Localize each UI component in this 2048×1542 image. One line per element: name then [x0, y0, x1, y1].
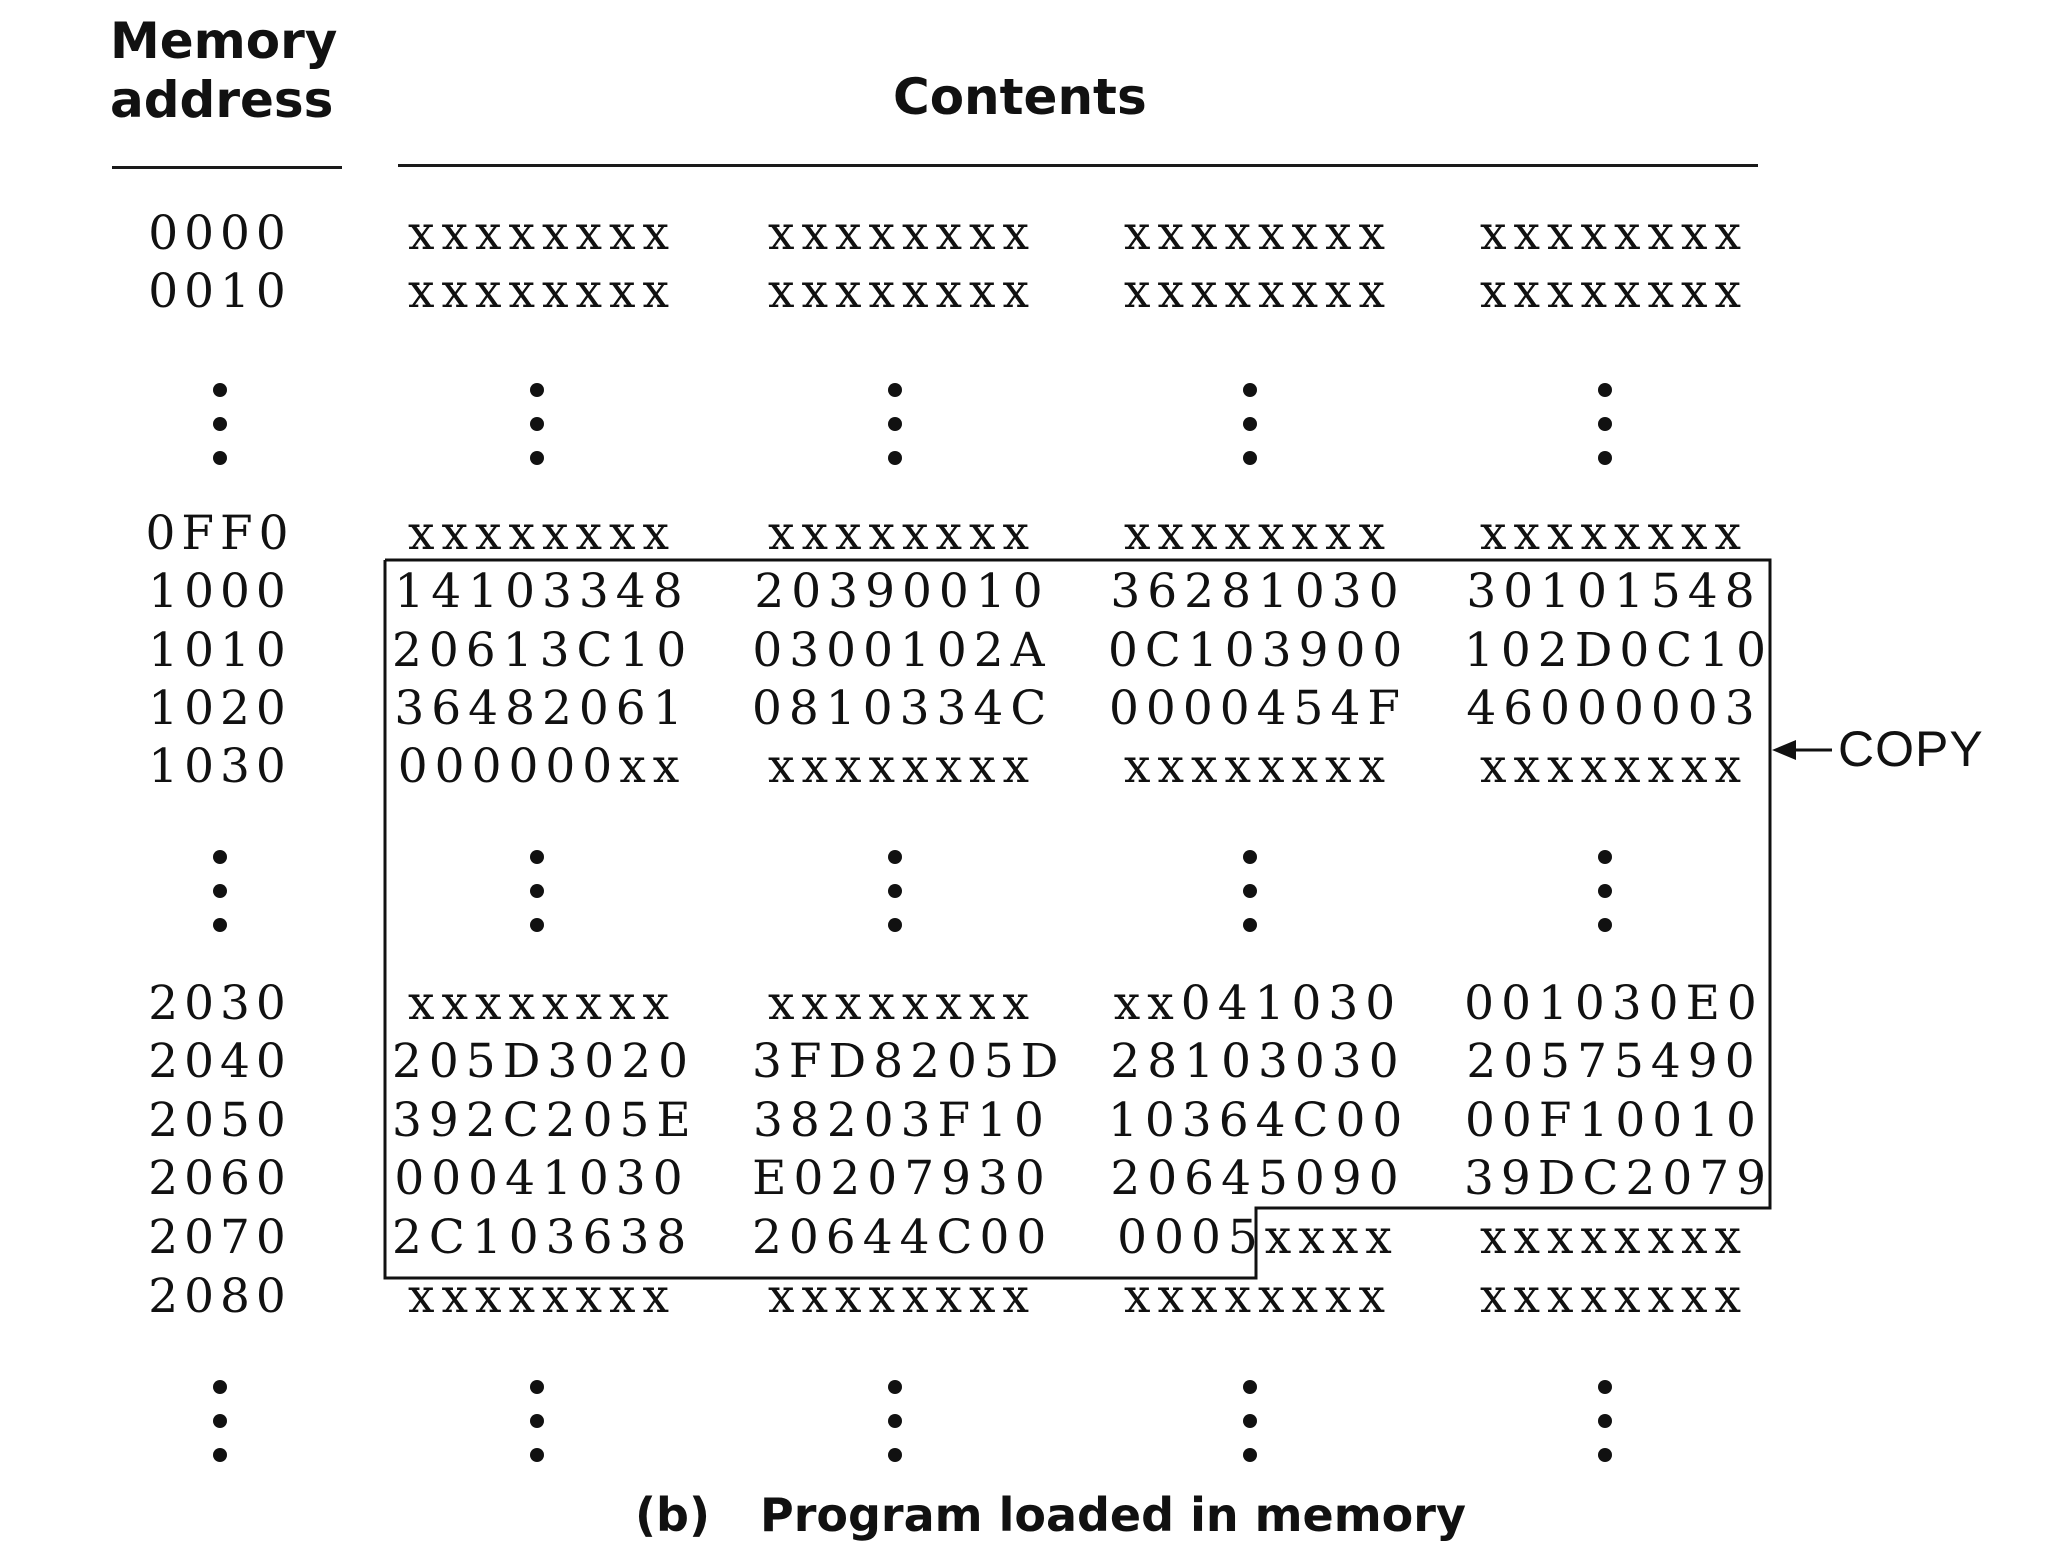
memory-word-cell: xxxxxxxx — [407, 206, 677, 261]
address-cell: 1020 — [148, 681, 292, 736]
memory-word-cell: 46000003 — [1466, 681, 1762, 736]
copy-region-outline — [385, 560, 1774, 1278]
memory-word-cell: xxxxxxxx — [767, 264, 1037, 319]
copy-arrow-head — [1772, 740, 1796, 760]
memory-word-cell: E0207930 — [752, 1151, 1052, 1206]
memory-word-cell: 0300102A — [752, 623, 1052, 678]
address-cell: 2040 — [148, 1034, 292, 1089]
memory-word-cell: xxxxxxxx — [1123, 264, 1393, 319]
caption-text: Program loaded in memory — [759, 1488, 1466, 1542]
memory-word-cell: xxxxxxxx — [767, 976, 1037, 1031]
memory-word-cell: 00F10010 — [1465, 1093, 1763, 1148]
memory-word-cell: xxxxxxxx — [1479, 206, 1749, 261]
memory-word-cell: 392C205E — [392, 1093, 698, 1148]
address-cell: 1000 — [148, 564, 292, 619]
memory-word-cell: 000000xx — [397, 739, 687, 794]
memory-word-cell: 2C103638 — [392, 1210, 694, 1265]
memory-word-cell: 28103030 — [1110, 1034, 1406, 1089]
memory-word-cell: 39DC2079 — [1464, 1151, 1774, 1206]
memory-word-cell: 20613C10 — [392, 623, 694, 678]
memory-word-cell: 20575490 — [1466, 1034, 1762, 1089]
memory-word-cell: 14103348 — [394, 564, 690, 619]
address-header-line1: Memory — [110, 12, 338, 70]
contents-column-header: Contents — [893, 68, 1147, 126]
copy-label: COPY — [1838, 721, 1984, 777]
address-header-line2: address — [110, 71, 334, 129]
memory-word-cell: xxxxxxxx — [407, 976, 677, 1031]
memory-word-cell: 10364C00 — [1108, 1093, 1410, 1148]
memory-word-cell: 0810334C — [752, 681, 1054, 736]
memory-word-cell: xxxxxxxx — [1123, 206, 1393, 261]
memory-word-cell: xxxxxxxx — [767, 206, 1037, 261]
address-cell: 2080 — [148, 1269, 292, 1324]
memory-word-cell: 36281030 — [1110, 564, 1406, 619]
memory-word-cell: xxxxxxxx — [1123, 506, 1393, 561]
memory-word-cell: xxxxxxxx — [1479, 506, 1749, 561]
address-cell: 0010 — [148, 264, 292, 319]
memory-word-cell: xxxxxxxx — [1123, 1269, 1393, 1324]
address-cell: 1030 — [148, 739, 292, 794]
address-cell: 2030 — [148, 976, 292, 1031]
memory-word-cell: 20644C00 — [752, 1210, 1054, 1265]
address-cell: 2050 — [148, 1093, 292, 1148]
memory-word-cell: xxxxxxxx — [407, 1269, 677, 1324]
memory-word-cell: 36482061 — [394, 681, 690, 736]
memory-word-cell: 001030E0 — [1464, 976, 1764, 1031]
memory-word-cell: xx041030 — [1113, 976, 1403, 1031]
address-cell: 0000 — [148, 206, 292, 261]
memory-word-cell: 20390010 — [754, 564, 1050, 619]
address-cell: 1010 — [148, 623, 292, 678]
memory-word-cell: 0000454F — [1109, 681, 1407, 736]
memory-word-cell: 20645090 — [1110, 1151, 1406, 1206]
memory-word-cell: xxxxxxxx — [1479, 264, 1749, 319]
memory-word-cell: xxxxxxxx — [1479, 1210, 1749, 1265]
memory-word-cell: 0C103900 — [1108, 623, 1410, 678]
memory-word-cell: 00041030 — [394, 1151, 690, 1206]
caption-tag: (b) — [635, 1488, 710, 1542]
address-cell: 2060 — [148, 1151, 292, 1206]
address-cell: 0FF0 — [145, 506, 295, 561]
memory-word-cell: xxxxxxxx — [1479, 1269, 1749, 1324]
memory-word-cell: xxxxxxxx — [407, 264, 677, 319]
memory-word-cell: xxxxxxxx — [767, 506, 1037, 561]
memory-word-cell: 3FD8205D — [752, 1034, 1066, 1089]
memory-word-cell: 0005xxxx — [1117, 1210, 1399, 1265]
memory-word-cell: xxxxxxxx — [407, 506, 677, 561]
memory-word-cell: xxxxxxxx — [767, 739, 1037, 794]
memory-word-cell: xxxxxxxx — [767, 1269, 1037, 1324]
memory-word-cell: 205D3020 — [392, 1034, 696, 1089]
memory-word-cell: 30101548 — [1466, 564, 1762, 619]
memory-word-cell: xxxxxxxx — [1479, 739, 1749, 794]
memory-word-cell: 102D0C10 — [1464, 623, 1774, 678]
figure-caption — [635, 1488, 1466, 1542]
memory-word-cell: xxxxxxxx — [1123, 739, 1393, 794]
memory-word-cell: 38203F10 — [753, 1093, 1051, 1148]
address-cell: 2070 — [148, 1210, 292, 1265]
